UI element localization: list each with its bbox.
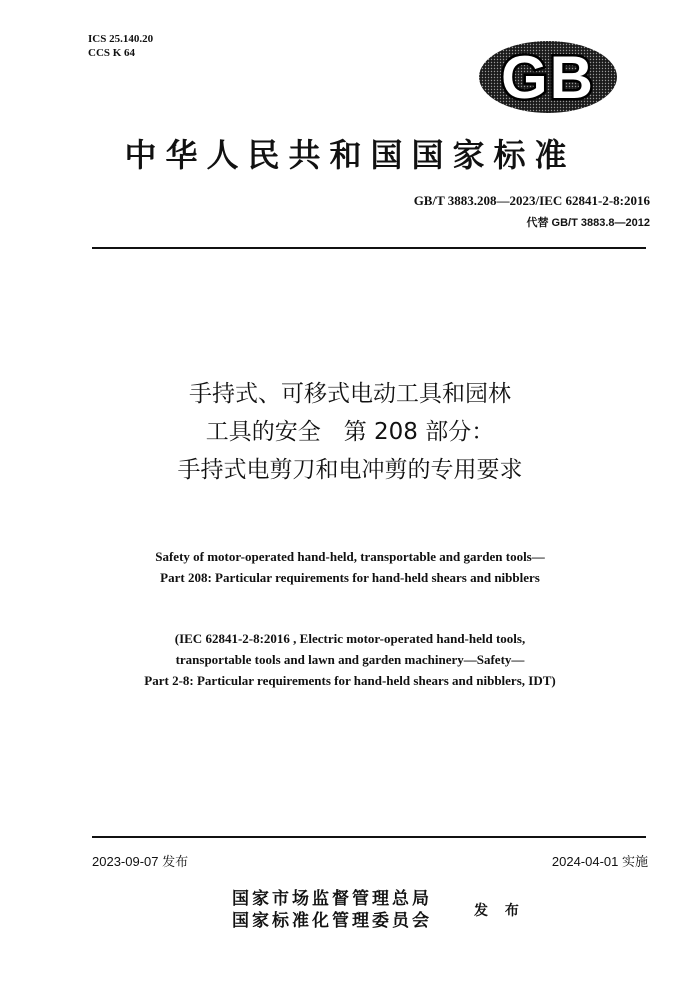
implementation-date: 2024-04-01 实施 bbox=[551, 854, 648, 869]
issuing-organization: 中华人民共和国国家标准 bbox=[124, 136, 576, 174]
ics-code: ICS 25.140.20 bbox=[88, 33, 154, 45]
english-title bbox=[0, 546, 700, 588]
gb-logo bbox=[478, 40, 618, 114]
chinese-title-line-2: 工具的安全 第 208 部分： bbox=[205, 419, 495, 445]
iec-line-1: (IEC 62841-2-8:2016 , Electric motor-operated hand-held tools, bbox=[174, 631, 526, 646]
standard-number: GB/T 3883.208—2023/IEC 62841-2-8:2016 bbox=[413, 193, 650, 208]
classification-codes bbox=[88, 32, 153, 60]
publisher-2: 国家标准化管理委员会 bbox=[232, 911, 432, 931]
iec-line-3: Part 2-8: Particular requirements for hand-held shears and nibblers, IDT) bbox=[144, 673, 556, 688]
chinese-title-line-3: 手持式电剪刀和电冲剪的专用要求 bbox=[177, 457, 523, 483]
chinese-title-line-1: 手持式、可移式电动工具和园林 bbox=[189, 381, 511, 407]
english-title-line-2: Part 208: Particular requirements for hand-held shears and nibblers bbox=[160, 570, 540, 585]
chinese-title bbox=[0, 375, 700, 489]
english-title-line-1: Safety of motor-operated hand-held, transportable and garden tools— bbox=[155, 549, 545, 564]
publishers bbox=[232, 888, 432, 932]
publisher-1: 国家市场监督管理总局 bbox=[232, 889, 432, 909]
top-divider bbox=[92, 247, 646, 249]
iec-equivalence bbox=[0, 628, 700, 691]
publish-label: 发 布 bbox=[474, 903, 525, 919]
bottom-divider bbox=[92, 836, 646, 838]
issue-date: 2023-09-07 发布 bbox=[92, 854, 189, 869]
gb-logo-text: GB bbox=[501, 44, 595, 111]
iec-line-2: transportable tools and lawn and garden machinery—Safety— bbox=[175, 652, 525, 667]
replaces-standard: 代替 GB/T 3883.8—2012 bbox=[526, 217, 650, 229]
ccs-code: CCS K 64 bbox=[88, 47, 136, 59]
